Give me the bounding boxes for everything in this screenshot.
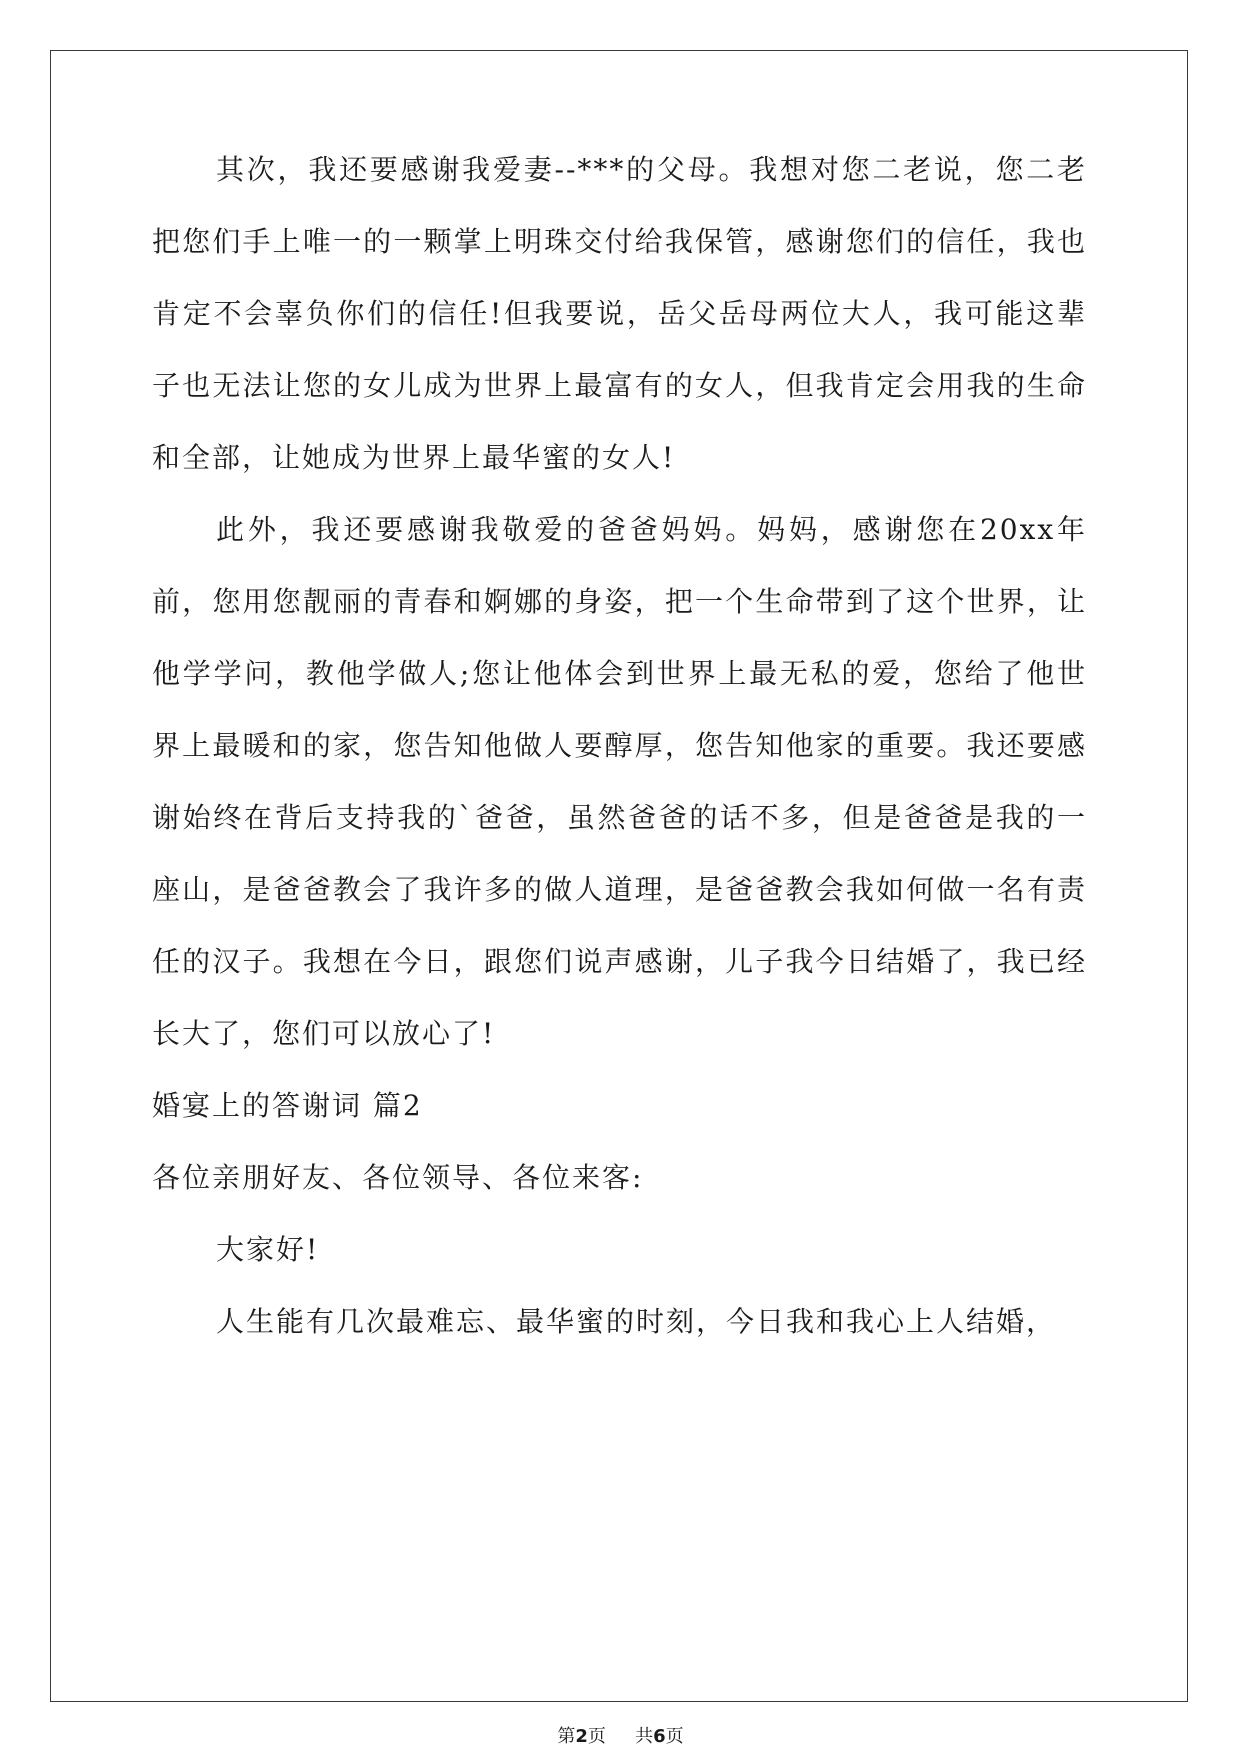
page-prefix: 第: [557, 1726, 576, 1747]
paragraph-thanks-parents: 此外，我还要感谢我敬爱的爸爸妈妈。妈妈，感谢您在20xx年前，您用您靓丽的青春和婀娜的身姿，把一个生命带到了这个世界，让他学学问，教他学做人;您让他体会到世界上最无私的爱，您给了他世界上最暖和的家，您告知他做人要醇厚，您告知他家的重要。我还要感谢始终在背后支持我的`爸爸，虽然爸爸的话不多，但是爸爸是我的一座山，是爸爸教会了我许多的做人道理，是爸爸教会我如何做一名有责任的汉子。我想在今日，跟您们说声感谢，儿子我今日结婚了，我已经长大了，您们可以放心了!: [152, 513, 1087, 1050]
page-total: 6: [653, 1726, 666, 1747]
page-current: 2: [575, 1726, 588, 1747]
page-unit: 页: [587, 1726, 606, 1747]
total-unit: 页: [665, 1726, 684, 1747]
total-prefix: 共: [635, 1726, 654, 1747]
document-body: [152, 134, 1087, 1358]
paragraph-greeting: 大家好!: [216, 1233, 320, 1266]
paragraph-thanks-in-laws: 其次，我还要感谢我爱妻--***的父母。我想对您二老说，您二老把您们手上唯一的一颗掌上明珠交付给我保管，感谢您们的信任，我也肯定不会辜负你们的信任!但我要说，岳父岳母两位大人，我可能这辈子也无法让您的女儿成为世界上最富有的女人，但我肯定会用我的生命和全部，让她成为世界上最华蜜的女人!: [152, 153, 1087, 474]
page-footer: [0, 1722, 1241, 1748]
section-heading: 婚宴上的答谢词 篇2: [152, 1089, 423, 1122]
paragraph-opening: 人生能有几次最难忘、最华蜜的时刻，今日我和我心上人结婚，: [216, 1305, 1057, 1338]
paragraph-salutation: 各位亲朋好友、各位领导、各位来客:: [152, 1161, 644, 1194]
